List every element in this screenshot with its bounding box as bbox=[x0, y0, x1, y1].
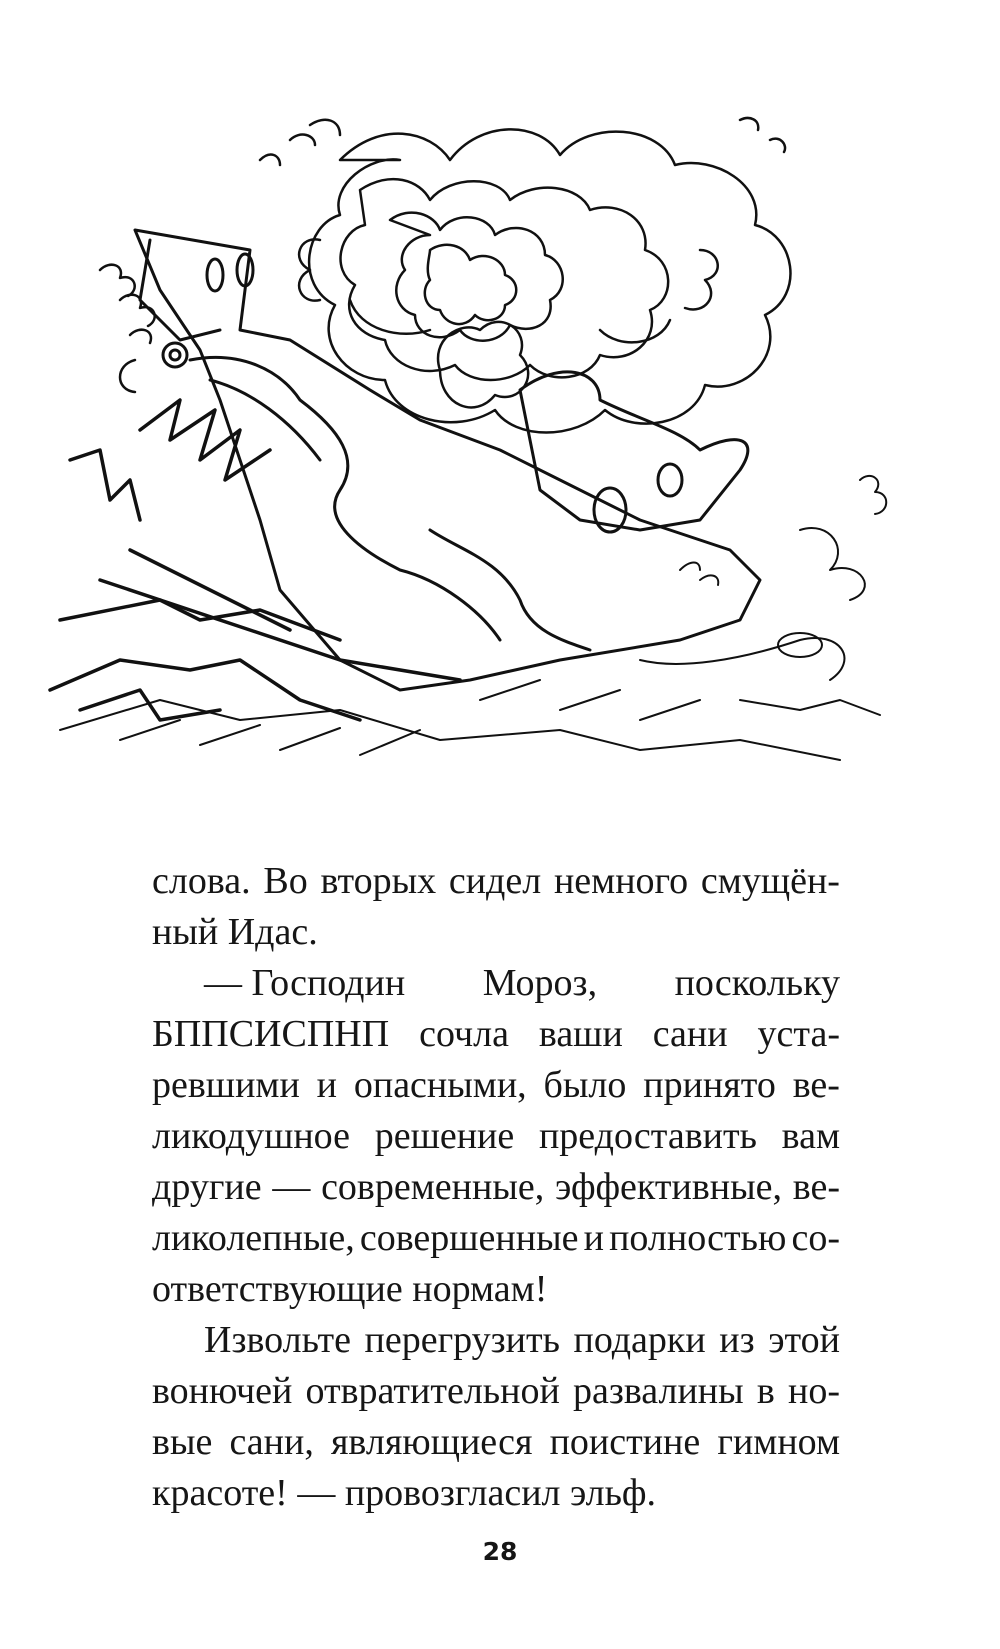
text-line-13: красоте! — провозгласил эльф. bbox=[152, 1472, 657, 1514]
page-number: 28 bbox=[482, 1537, 518, 1566]
text-line-12: вые сани, являющиеся поистине гимном bbox=[152, 1421, 840, 1463]
crash-lines-icon bbox=[50, 400, 460, 720]
text-line-9: ответствующие нормам! bbox=[152, 1268, 548, 1310]
sleigh-body-icon bbox=[135, 230, 760, 690]
text-line-5: ревшими и опасными, было принято ве- bbox=[152, 1064, 840, 1106]
text-line-6: ликодушное решение предоставить вам bbox=[152, 1115, 840, 1157]
text-line-4: БППСИСПНП сочла ваши сани уста- bbox=[152, 1013, 840, 1055]
text-line-8: ликолепные, совершенные и полностью со- bbox=[152, 1217, 840, 1259]
text-line-11: вонючей отвратительной развалины в но- bbox=[152, 1370, 840, 1412]
text-line-2: ный Идас. bbox=[152, 911, 318, 953]
sleigh-illustration-icon bbox=[40, 100, 920, 800]
text-line-10: Извольте перегрузить подарки из этой bbox=[204, 1319, 840, 1361]
text-line-1: слова. Во вторых сидел немного смущён- bbox=[152, 860, 840, 902]
text-line-7: другие — современные, эффективные, ве- bbox=[152, 1166, 840, 1208]
body-text bbox=[152, 856, 840, 1519]
text-line-3: — Господин Мороз, поскольку bbox=[204, 962, 840, 1004]
